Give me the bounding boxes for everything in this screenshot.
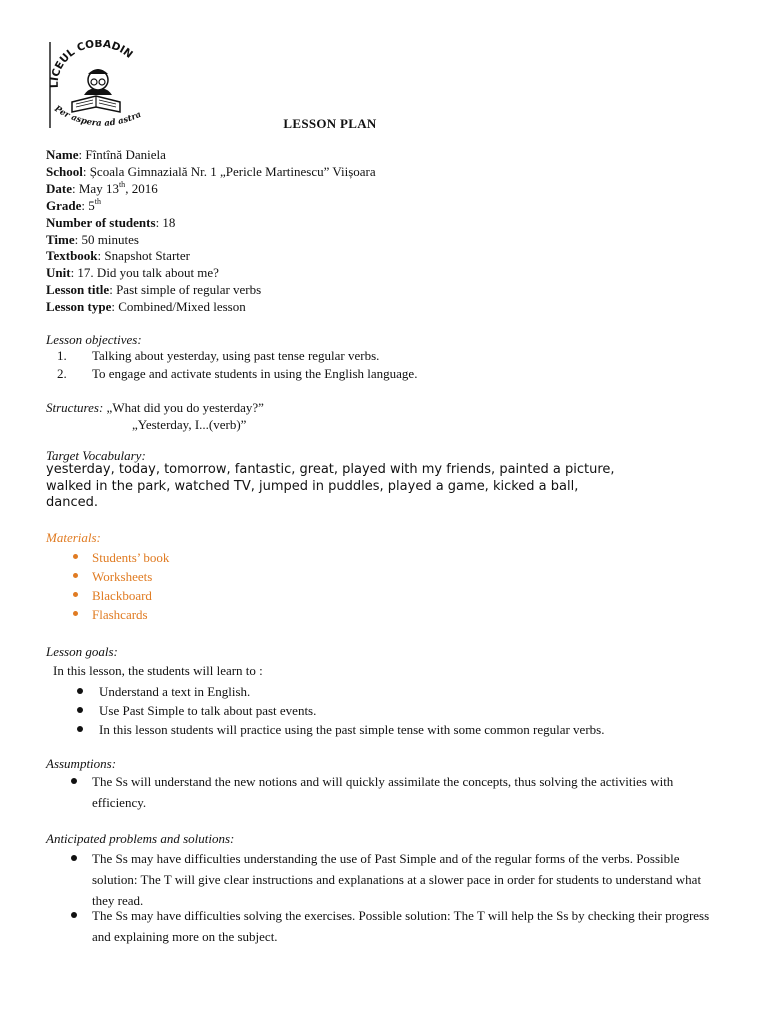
school-value: : Școala Gimnazială Nr. 1 „Pericle Martinescu” Viișoara bbox=[82, 164, 376, 179]
info-unit bbox=[46, 264, 219, 281]
problems-heading: Anticipated problems and solutions: bbox=[46, 831, 235, 846]
info-lesson-type bbox=[46, 298, 246, 315]
problem-item: The Ss may have difficulties solving the exercises. Possible solution: The T will help the Ss by checking their progress and explaining more on the subject. bbox=[92, 908, 710, 944]
grade-value: : 5 bbox=[81, 198, 95, 213]
goal-item: Use Past Simple to talk about past events. bbox=[99, 703, 317, 718]
info-name bbox=[46, 146, 166, 163]
structures-line-1: „What did you do yesterday?” bbox=[103, 400, 264, 415]
unit-label: Unit bbox=[46, 265, 71, 280]
assumption-item: The Ss will understand the new notions and will quickly assimilate the concepts, thus solving the activities with efficiency. bbox=[92, 774, 674, 810]
info-students bbox=[46, 214, 175, 231]
students-value: : 18 bbox=[155, 215, 176, 230]
lesson-type-value: : Combined/Mixed lesson bbox=[111, 299, 246, 314]
vocabulary-line: walked in the park, watched TV, jumped in puddles, played a game, kicked a ball, bbox=[46, 479, 579, 494]
date-value-pre: : May 13 bbox=[72, 181, 119, 196]
goals-heading: Lesson goals: bbox=[46, 644, 118, 659]
problem-item: The Ss may have difficulties understanding the use of Past Simple and of the regular forms of the verbs. Possible solution: The T will give clear instructions and explanations at a slower pace in order for students to understand what they read. bbox=[92, 851, 702, 908]
vocabulary-line: danced. bbox=[46, 495, 98, 510]
vocabulary-line: yesterday, today, tomorrow, fantastic, great, played with my friends, painted a picture, bbox=[46, 462, 615, 477]
date-value-post: , 2016 bbox=[125, 181, 158, 196]
info-time bbox=[46, 231, 139, 248]
structures-row bbox=[46, 399, 264, 416]
material-item: Blackboard bbox=[92, 588, 152, 603]
info-date bbox=[46, 180, 158, 197]
objective-text: To engage and activate students in using the English language. bbox=[92, 366, 418, 381]
bullet-icon bbox=[73, 611, 78, 616]
bullet-icon bbox=[77, 726, 83, 732]
bullet-icon bbox=[73, 592, 78, 597]
bullet-icon bbox=[77, 707, 83, 713]
bullet-icon bbox=[71, 778, 77, 784]
info-school bbox=[46, 163, 376, 180]
goal-item: Understand a text in English. bbox=[99, 684, 251, 699]
objective-number: 1. bbox=[57, 348, 67, 363]
materials-heading: Materials: bbox=[46, 530, 101, 545]
vocabulary-heading: Target Vocabulary: bbox=[46, 448, 146, 463]
time-value: : 50 minutes bbox=[74, 232, 139, 247]
students-label: Number of students bbox=[46, 215, 156, 230]
lesson-title-value: : Past simple of regular verbs bbox=[109, 282, 262, 297]
structures-heading: Structures: bbox=[46, 400, 104, 415]
grade-sup: th bbox=[94, 196, 101, 206]
date-label: Date bbox=[46, 181, 72, 196]
bullet-icon bbox=[73, 554, 78, 559]
logo-name: LICEUL COBADIN bbox=[48, 40, 135, 89]
textbook-value: : Snapshot Starter bbox=[97, 248, 190, 263]
logo-motto: Per aspera ad astra bbox=[52, 104, 143, 129]
bullet-icon bbox=[71, 855, 77, 861]
bullet-icon bbox=[71, 912, 77, 918]
time-label: Time bbox=[46, 232, 75, 247]
lesson-type-label: Lesson type bbox=[46, 299, 112, 314]
grade-label: Grade bbox=[46, 198, 82, 213]
material-item: Worksheets bbox=[92, 569, 153, 584]
assumptions-heading: Assumptions: bbox=[46, 756, 117, 771]
objective-number: 2. bbox=[57, 366, 67, 381]
bullet-icon bbox=[73, 573, 78, 578]
info-grade bbox=[46, 197, 101, 214]
objectives-heading: Lesson objectives: bbox=[46, 332, 142, 347]
name-value: : Fîntînă Daniela bbox=[78, 147, 166, 162]
goals-intro: In this lesson, the students will learn to : bbox=[53, 663, 263, 678]
date-sup: th bbox=[118, 179, 126, 189]
bullet-icon bbox=[77, 688, 83, 694]
objective-text: Talking about yesterday, using past tense regular verbs. bbox=[92, 348, 380, 363]
material-item: Students’ book bbox=[92, 550, 170, 565]
goal-item: In this lesson students will practice using the past simple tense with some common regular verbs. bbox=[99, 722, 605, 737]
info-textbook bbox=[46, 247, 190, 264]
page-title: LESSON PLAN bbox=[283, 116, 377, 131]
name-label: Name bbox=[46, 147, 79, 162]
textbook-label: Textbook bbox=[46, 248, 98, 263]
unit-value: : 17. Did you talk about me? bbox=[70, 265, 219, 280]
info-lesson-title bbox=[46, 281, 261, 298]
lesson-title-label: Lesson title bbox=[46, 282, 110, 297]
structures-line-2: „Yesterday, I...(verb)” bbox=[132, 417, 247, 432]
school-label: School bbox=[46, 164, 83, 179]
material-item: Flashcards bbox=[92, 607, 148, 622]
